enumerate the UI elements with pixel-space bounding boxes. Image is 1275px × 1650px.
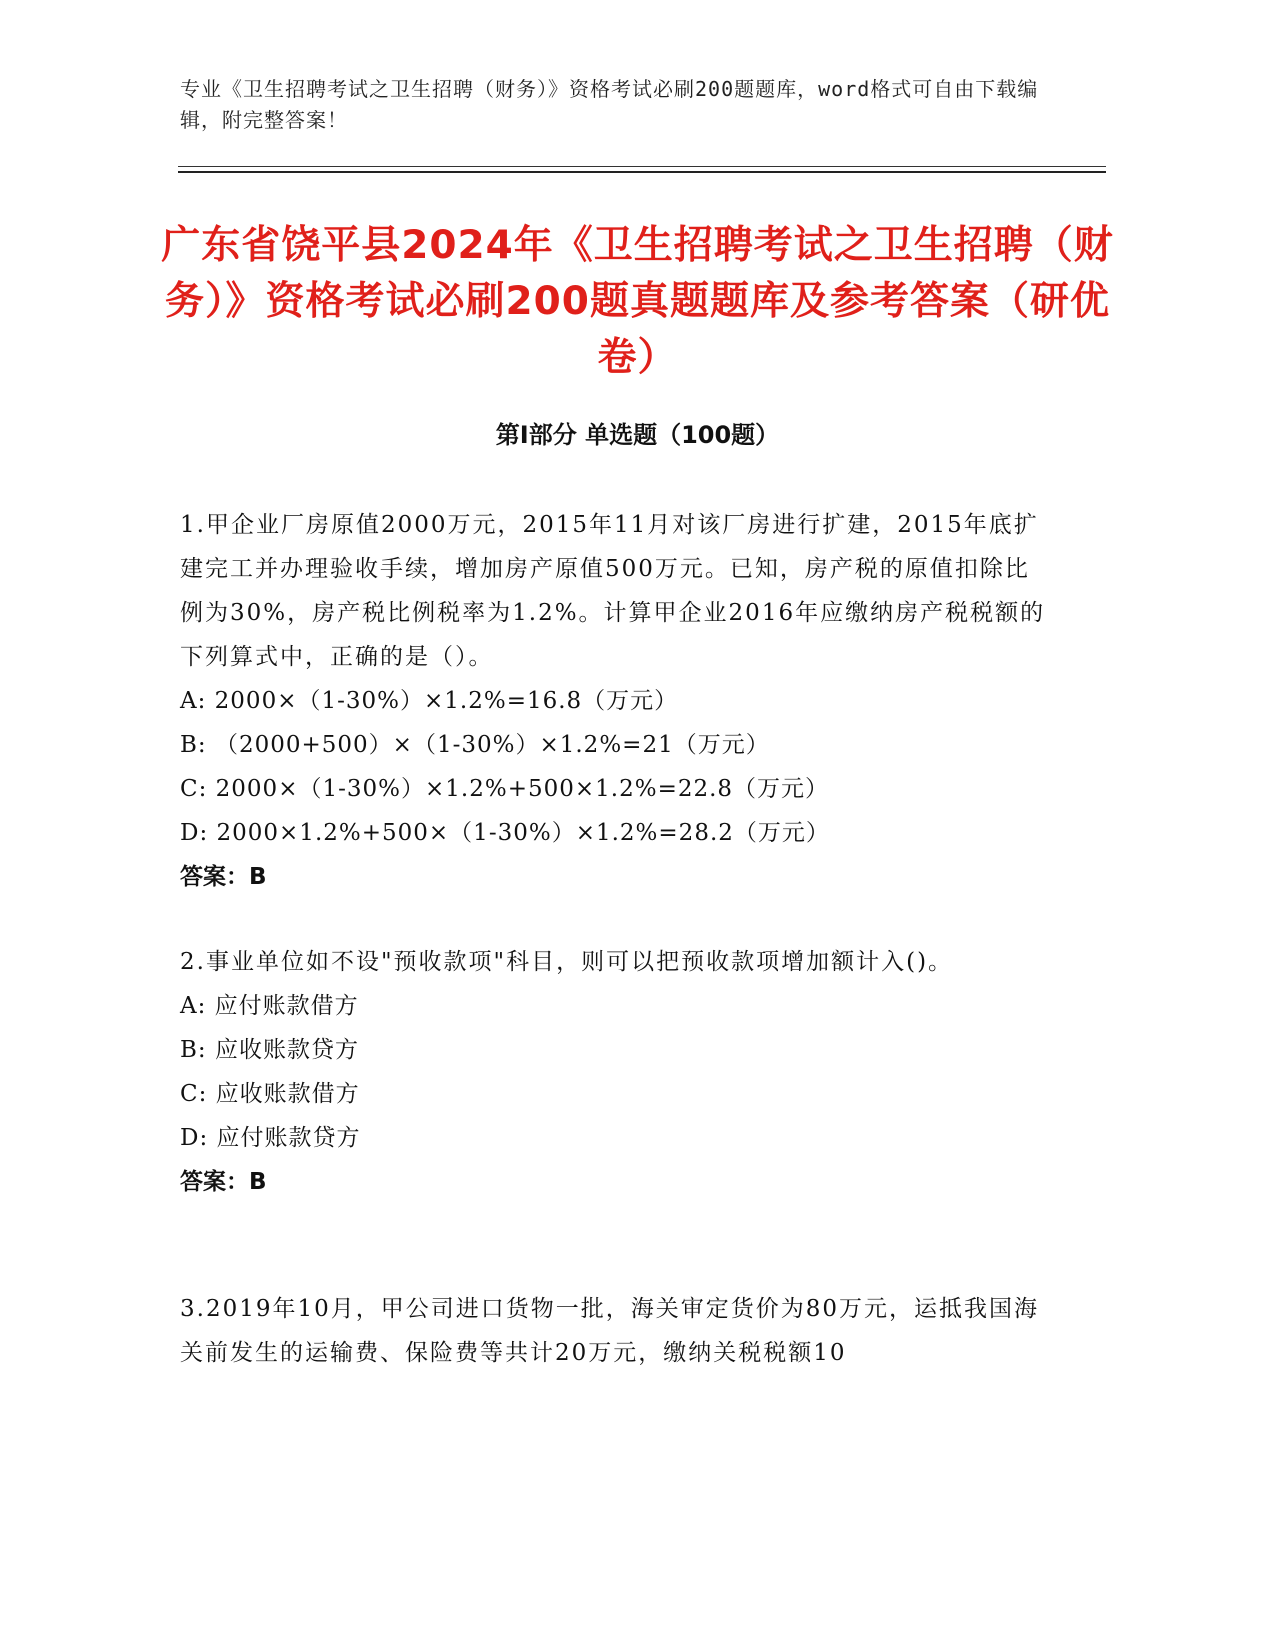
answer: 答案：B — [180, 864, 267, 890]
question-3 — [180, 1287, 1050, 1375]
question-stem: 2.事业单位如不设"预收款项"科目，则可以把预收款项增加额计入()。 — [180, 949, 954, 975]
question-stem: 3.2019年10月，甲公司进口货物一批，海关审定货价为80万元，运抵我国海关前发生的运输费、保险费等共计20万元，缴纳关税税额10 — [180, 1296, 1040, 1366]
option-c: C: 2000×（1-30%）×1.2%+500×1.2%=22.8（万元） — [180, 776, 830, 802]
header-note: 专业《卫生招聘考试之卫生招聘（财务）》资格考试必刷200题题库，word格式可自由下载编辑，附完整答案！ — [180, 77, 1039, 132]
document-title: 广东省饶平县2024年《卫生招聘考试之卫生招聘（财务）》资格考试必刷200题真题题库及参考答案（研优卷） — [161, 223, 1114, 380]
header-divider-thin — [178, 166, 1106, 167]
option-b: B: （2000+500）×（1-30%）×1.2%=21（万元） — [180, 732, 770, 758]
option-c: C: 应收账款借方 — [180, 1081, 360, 1107]
option-d: D: 应付账款贷方 — [180, 1125, 361, 1151]
question-1 — [180, 503, 1050, 899]
option-a: A: 2000×（1-30%）×1.2%=16.8（万元） — [180, 688, 679, 714]
answer: 答案：B — [180, 1169, 267, 1195]
option-b: B: 应收账款贷方 — [180, 1037, 359, 1063]
section-title: 第Ⅰ部分 单选题（100题） — [495, 421, 780, 449]
option-a: A: 应付账款借方 — [180, 993, 359, 1019]
question-stem: 1.甲企业厂房原值2000万元，2015年11月对该厂房进行扩建，2015年底扩建完工并办理验收手续，增加房产原值500万元。已知，房产税的原值扣除比例为30%，房产税比例税率为1.2%。计算甲企业2016年应缴纳房产税税额的下列算式中，正确的是（）。 — [180, 512, 1046, 670]
question-2 — [180, 940, 1050, 1204]
option-d: D: 2000×1.2%+500×（1-30%）×1.2%=28.2（万元） — [180, 820, 830, 846]
header-divider-thick — [178, 171, 1106, 173]
